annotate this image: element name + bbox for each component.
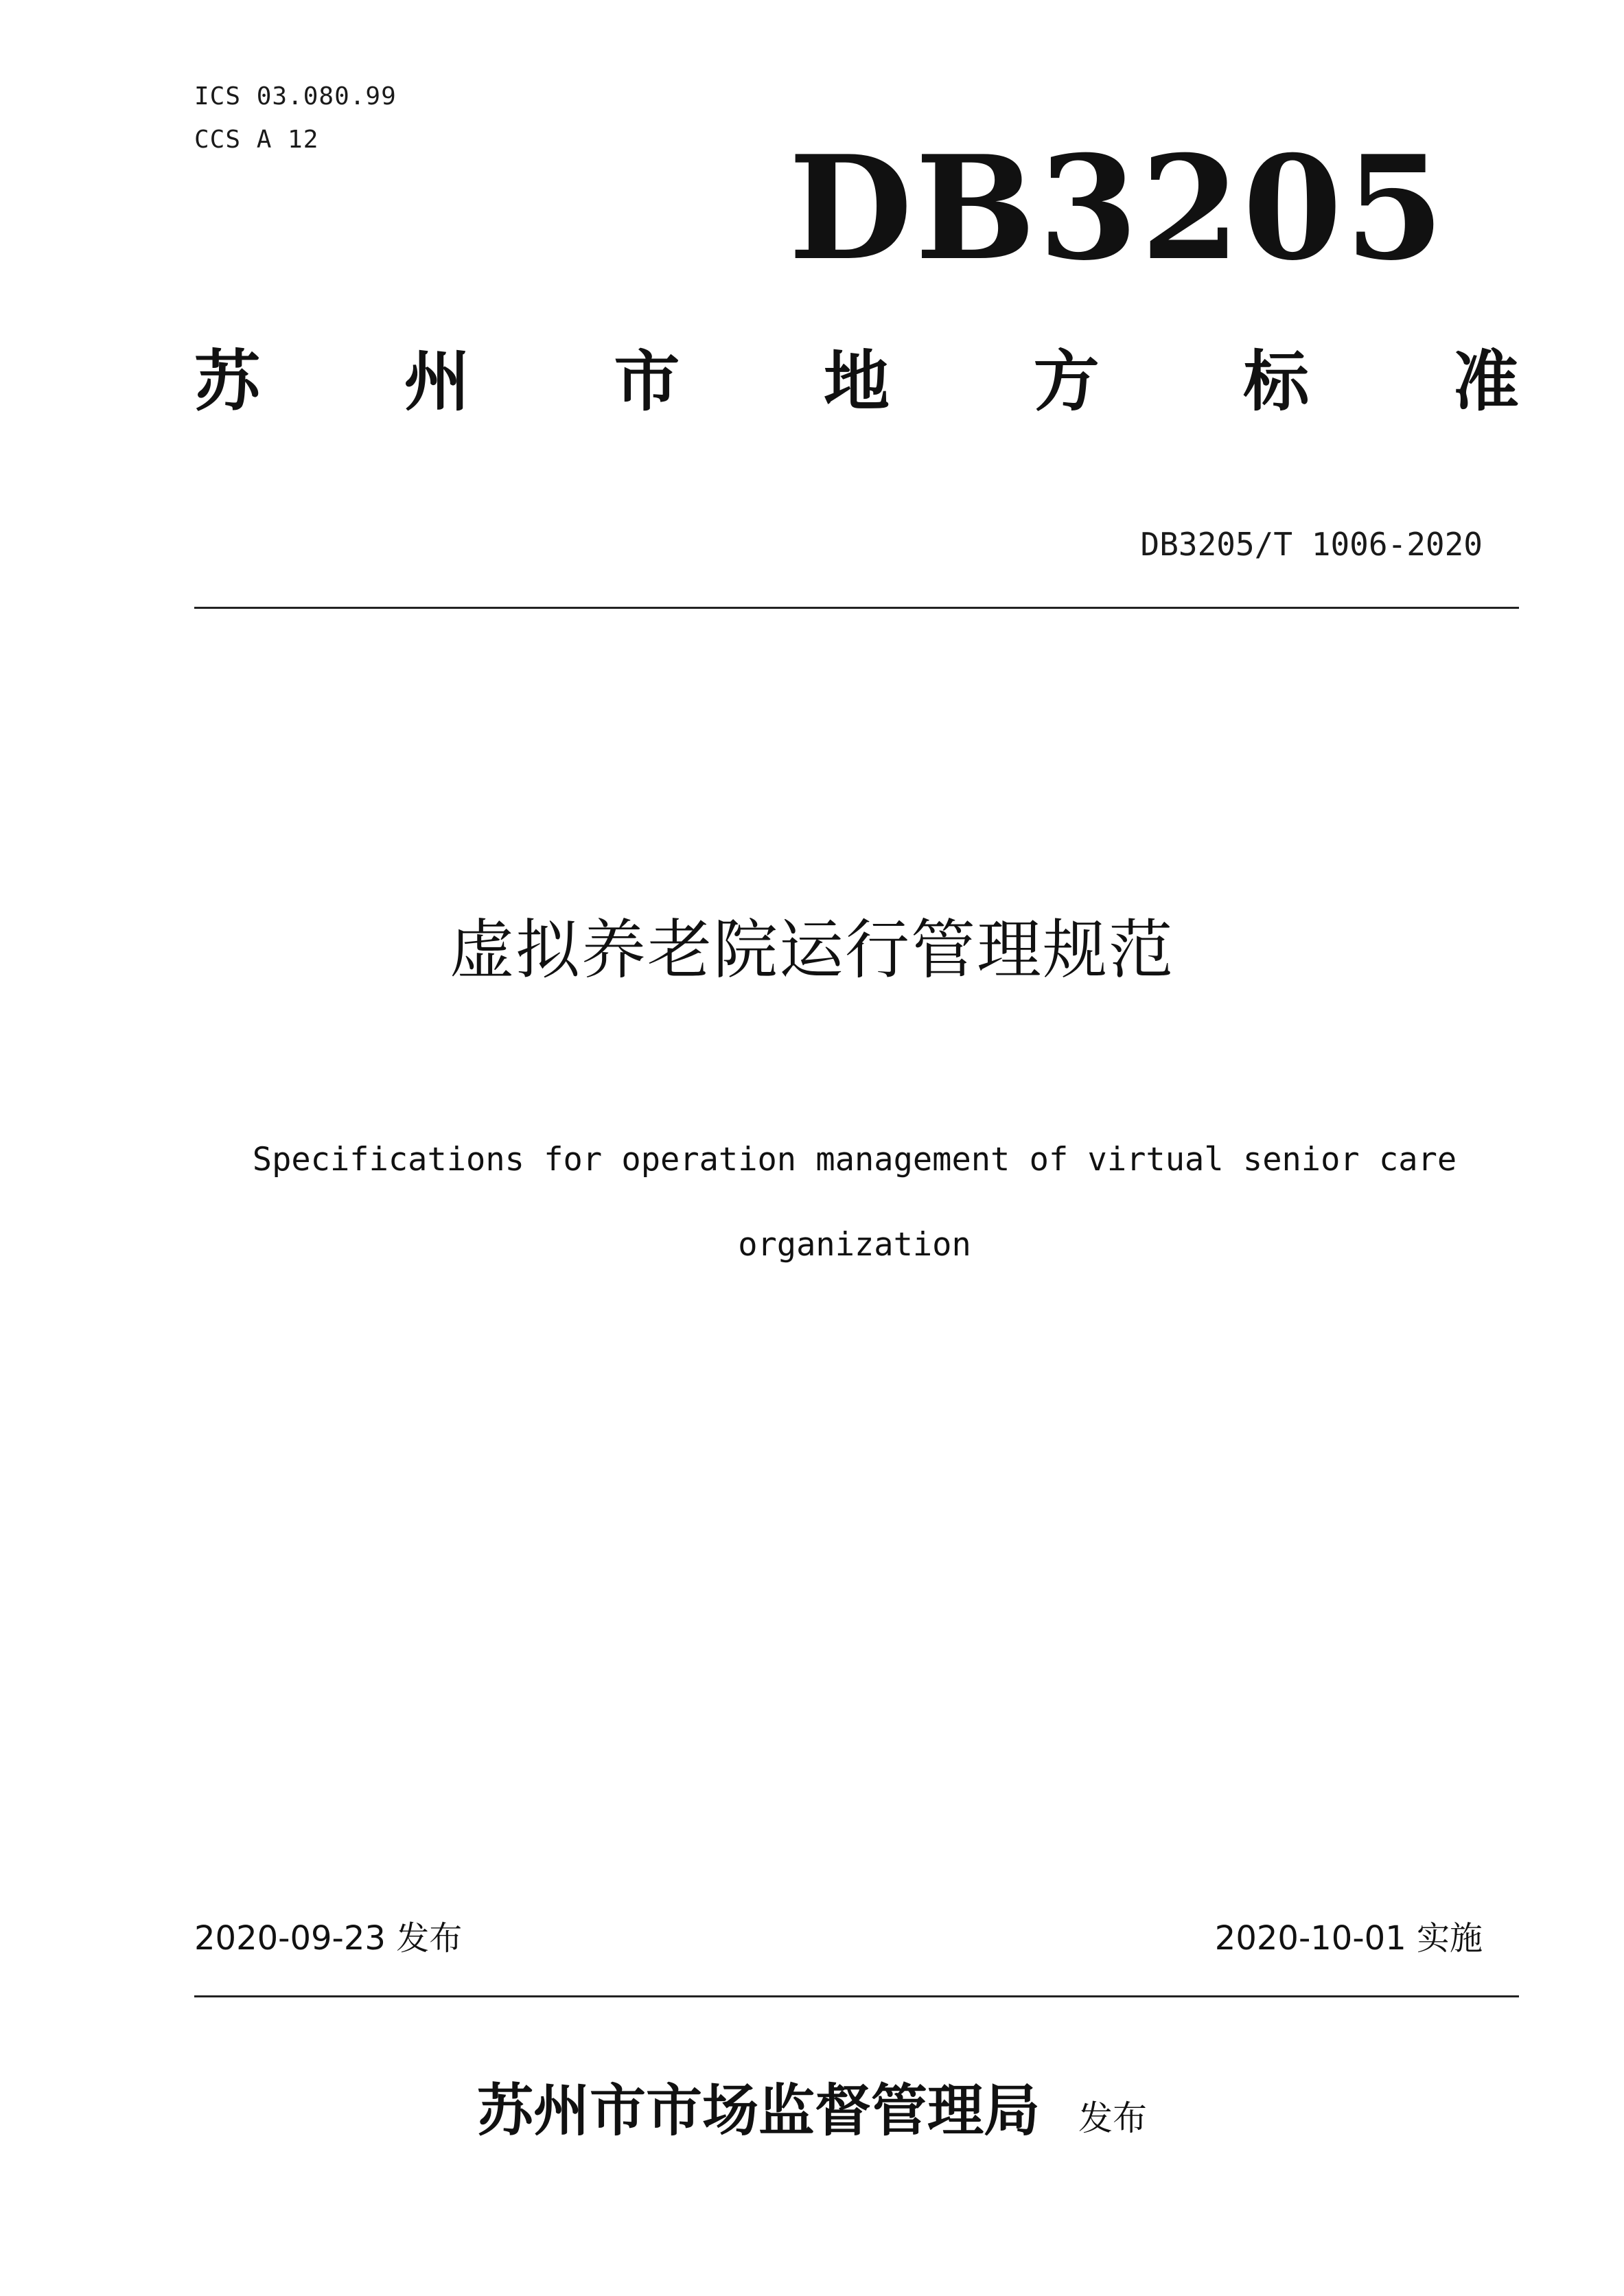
top-divider — [194, 607, 1519, 609]
standard-type-char: 准 — [1452, 343, 1519, 420]
ics-code: ICS 03.080.99 — [194, 82, 397, 111]
db-code-heading: DB3205 — [788, 125, 1447, 292]
standard-number: DB3205/T 1006-2020 — [1140, 526, 1483, 563]
standard-type-char: 州 — [404, 343, 470, 420]
bottom-divider — [194, 1995, 1519, 1997]
standard-type-char: 苏 — [194, 343, 260, 420]
issuer-line — [0, 2066, 1624, 2146]
implementation-date: 2020-10-01 实施 — [1214, 1919, 1483, 1958]
standard-type-char: 地 — [823, 343, 890, 420]
standard-type-char: 方 — [1033, 343, 1100, 420]
title-english: Specifications for operation management of virtual senior care organization — [252, 1141, 1457, 1264]
standard-type-char: 标 — [1243, 343, 1310, 420]
issuer-name: 苏州市市场监督管理局 — [476, 2078, 1040, 2144]
ccs-code: CCS A 12 — [194, 126, 319, 154]
standard-type-char: 市 — [614, 343, 680, 420]
title-chinese: 虚拟养老院运行管理规范 — [449, 913, 1174, 988]
publish-date: 2020-09-23 发布 — [194, 1919, 463, 1958]
issuer-action: 发布 — [1078, 2098, 1147, 2138]
standard-type-heading — [194, 343, 1519, 420]
